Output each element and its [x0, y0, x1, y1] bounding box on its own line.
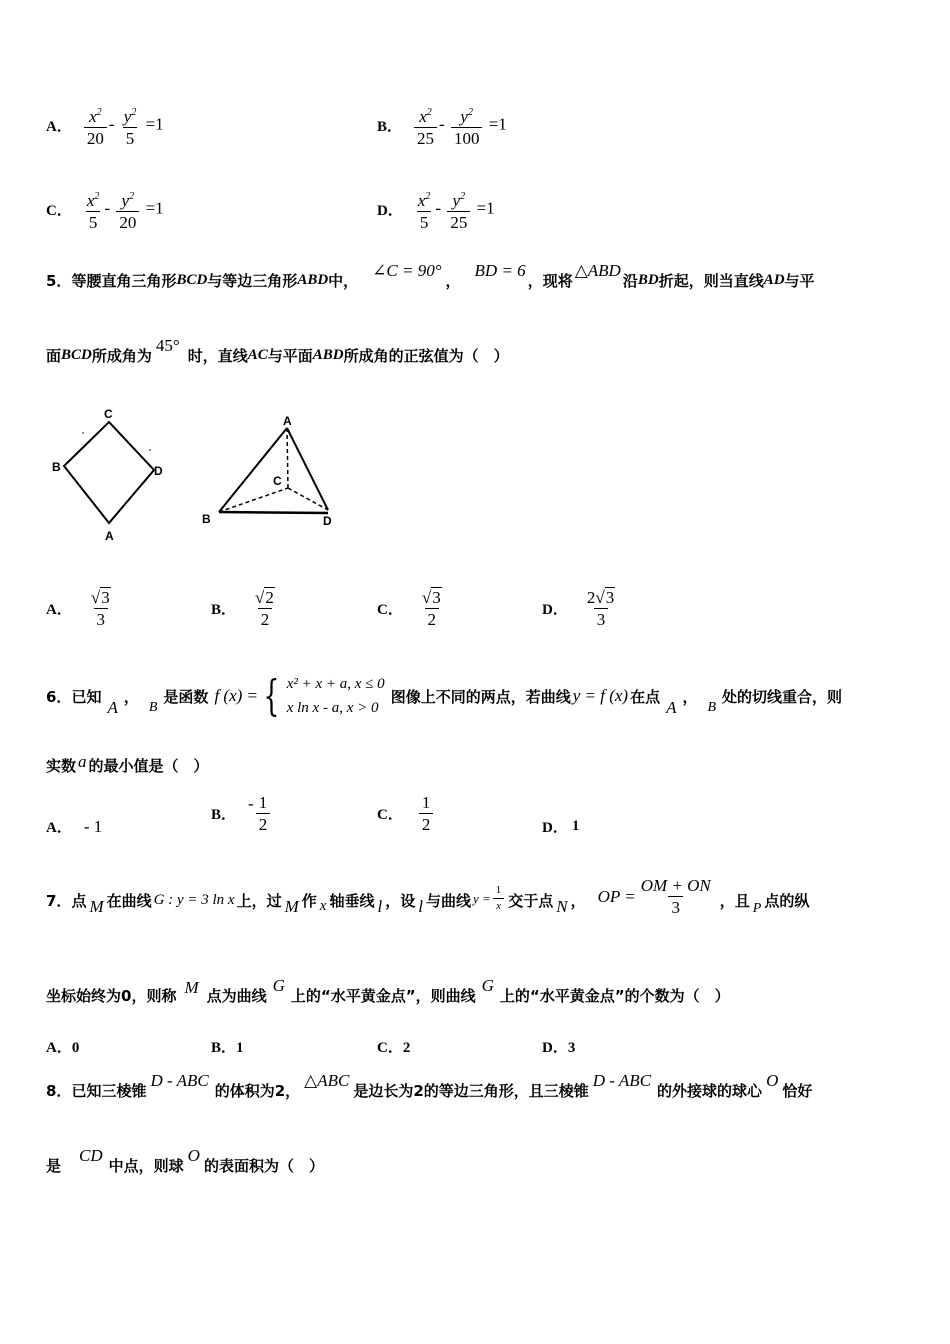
option-label: A． [46, 119, 72, 135]
piecewise-function: f (x) = { x² + x + a, x ≤ 0 x ln x - a, x > 0 [214, 671, 385, 720]
q6-option-b: B． - $\frac{1}{2}$ [211, 793, 272, 834]
q6-option-a: A． - 1 [46, 816, 103, 836]
q4-option-b [377, 103, 507, 148]
q6-option-d: D． 1 [542, 818, 580, 836]
q7-option-d: D．3 [542, 1040, 576, 1056]
figure-tetrahedron [195, 410, 345, 535]
q5-line-1: 5． 等腰直角三角形 BCD 与等边三角形 ABD 中， ∠C = 90° ， BD = 6 ，现将 △ABD 沿 BD 折起，则当直线 AD 与平 [46, 260, 815, 290]
q5-option-a: A． $\frac{√3}{3}$ [46, 588, 110, 629]
vertex-label-c: C [273, 474, 282, 488]
q6-line-2: 实数 a 的最小值是（ ） [46, 751, 209, 775]
q8-line-1: 8． 已知三棱锥 D - ABC 的体积为2， △ABC 是边长为2的等边三角形，且三棱锥 D - ABC 的外接球的球心 O 恰好 [46, 1070, 813, 1100]
figure-square-bcda [50, 400, 175, 545]
vertex-label-a: A [283, 414, 292, 428]
q4-option-d [377, 187, 495, 232]
hyperbola-equation: $\frac{x^2}{20}$ - $\frac{y^2}{5}$ =1 [82, 103, 164, 148]
vertex-label-c: C [104, 407, 113, 421]
option-label: B． [377, 119, 403, 135]
option-label: C． [46, 203, 72, 219]
q5-line-2: 面 BCD 所成角为 45° 时，直线 AC 与平面 ABD 所成角的正弦值为（ ） [46, 335, 509, 365]
option-label: D． [377, 203, 403, 219]
vertex-label-d: D [323, 514, 332, 528]
q6-option-c: C． $\frac{1}{2}$ [377, 793, 435, 834]
q7-line-1: 7． 点 M 在曲线 G : y = 3 ln x 上，过 M 作 x 轴垂线 l ，设 l 与曲线 y = $\frac{1}{x}$ 交于点 N ， OP = $\frac{OM + ON}{3}$ ，且 P 点的纵 [46, 876, 810, 917]
vertex-label-d: D [154, 464, 163, 478]
hyperbola-equation: $\frac{x^2}{5}$ - $\frac{y^2}{25}$ =1 [417, 191, 495, 232]
q5-option-b: B． $\frac{√2}{2}$ [211, 588, 274, 629]
q5-option-c: C． $\frac{√3}{2}$ [377, 588, 441, 629]
vertex-label-b: B [52, 460, 61, 474]
hyperbola-equation: $\frac{x^2}{25}$ - $\frac{y^2}{100}$ =1 [412, 103, 507, 148]
q4-option-a [46, 103, 164, 148]
hyperbola-equation: $\frac{x^2}{5}$ - $\frac{y^2}{20}$ =1 [86, 191, 164, 232]
q7-option-a: A．0 [46, 1040, 80, 1056]
q7-option-c: C．2 [377, 1040, 411, 1056]
vertex-label-b: B [202, 512, 211, 526]
q6-line-1: 6． 已知 A ， B 是函数 f (x) = { x² + x + a, x ≤ 0 x ln x - a, x > 0 图像上不同的两点，若曲线 y = f (x) 在点 A ， B 处的切线重合，则 [46, 671, 843, 720]
q7-line-2: 坐标始终为0，则称 M 点为曲线 G 上的“水平黄金点”，则曲线 G 上的“水平黄金点”的个数为（ ） [46, 975, 730, 1005]
q7-option-b: B．1 [211, 1040, 244, 1056]
vertex-label-a: A [105, 529, 114, 543]
q4-option-c [46, 187, 164, 232]
q5-option-d: D． $\frac{2√3}{3}$ [542, 588, 615, 629]
q8-line-2: 是 CD 中点，则球 O 的表面积为（ ） [46, 1145, 324, 1175]
